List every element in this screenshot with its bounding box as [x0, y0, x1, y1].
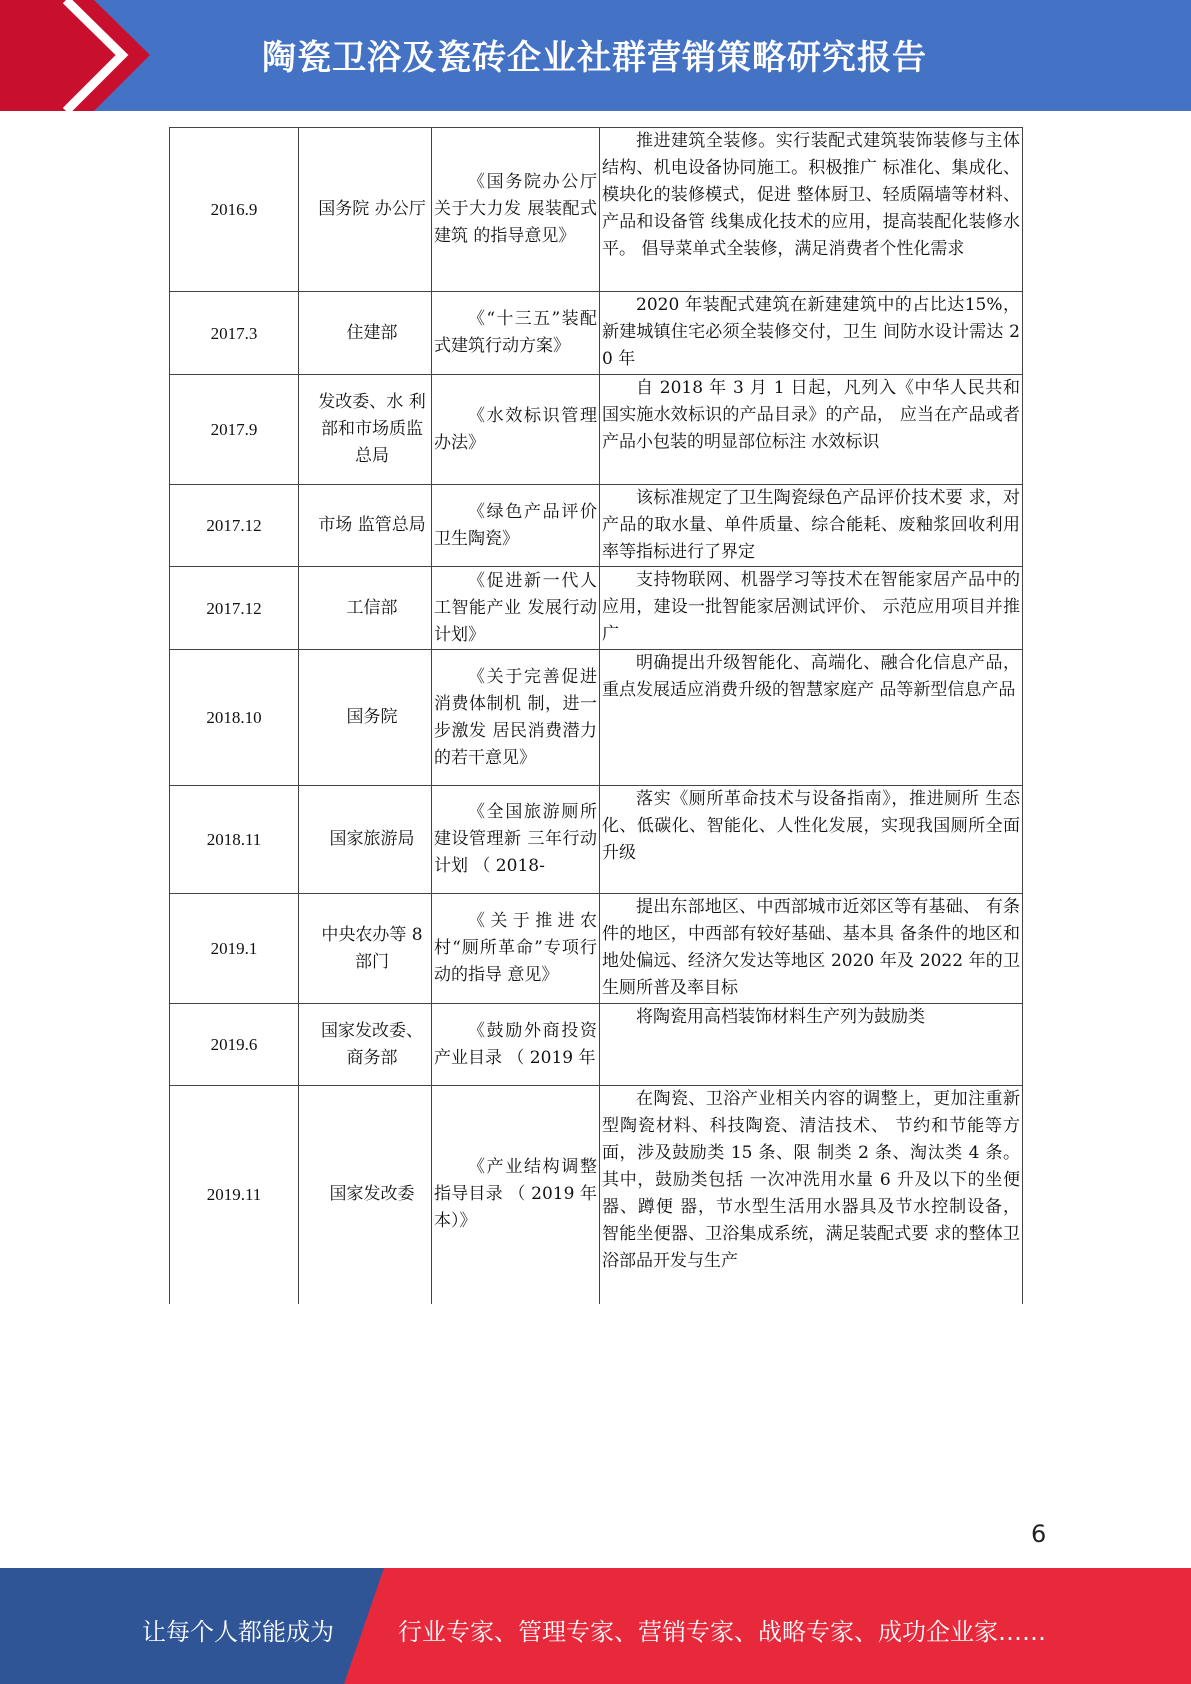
policy-issuer: 国家发改委: [299, 1086, 432, 1304]
policy-description: 推进建筑全装修。实行装配式建筑装饰装修与主体结构、机电设备协同施工。积极推广 标准化、集成化、模块化的装修模式，促进 整体厨卫、轻质隔墙等材料、产品和设备管 线集成化技术的应用，提高装配化装修水平。 倡导菜单式全装修，满足消费者个性化需求: [600, 128, 1023, 292]
policy-document: 《产业结构调整指导目录 （ 2019 年本）》: [432, 1086, 600, 1304]
footer-slogan-right: 行业专家、管理专家、营销专家、战略专家、成功企业家……: [398, 1618, 1046, 1646]
report-title: 陶瓷卫浴及瓷砖企业社群营销策略研究报告: [262, 38, 927, 78]
policy-date: 2016.9: [170, 128, 299, 292]
policy-description: 2020 年装配式建筑在新建建筑中的占比达15%，新建城镇住宅必须全装修交付，卫生 间防水设计需达 20 年: [600, 292, 1023, 375]
policy-document: 《水效标识管理办法》: [432, 375, 600, 485]
policy-date: 2018.10: [170, 650, 299, 786]
policy-document: 《全国旅游厕所建设管理新 三年行动计划 （ 2018-: [432, 786, 600, 894]
policy-description: 在陶瓷、卫浴产业相关内容的调整上，更加注重新型陶瓷材料、科技陶瓷、清洁技术、 节约和节能等方面，涉及鼓励类 15 条、限 制类 2 条、淘汰类 4 条。其中，鼓励类包括 一次冲洗用水量 6 升及以下的坐便器、蹲便 器，节水型生活用水器具及节水控制设备， 智能坐便器、卫浴集成系统，满足装配式要 求的整体卫浴部品开发与生产: [600, 1086, 1023, 1304]
policy-document: 《促进新一代人工智能产业 发展行动计划》: [432, 567, 600, 650]
policy-document: 《“十三五”装配 式建筑行动方案》: [432, 292, 600, 375]
policy-document: 《关于推进农村“厕所革命”专项行动的指导 意见》: [432, 894, 600, 1004]
policy-description: 提出东部地区、中西部城市近郊区等有基础、 有条件的地区，中西部有较好基础、基本具 备条件的地区和地处偏远、经济欠发达等地区 2020 年及 2022 年的卫生厕所普及率目标: [600, 894, 1023, 1004]
policy-table: [169, 127, 1023, 1304]
policy-date: 2019.11: [170, 1086, 299, 1304]
footer-slogan-left: 让每个人都能成为: [142, 1618, 334, 1646]
policy-issuer: 国务院 办公厅: [299, 128, 432, 292]
policy-description: 支持物联网、机器学习等技术在智能家居产品中的应用，建设一批智能家居测试评价、 示范应用项目并推广: [600, 567, 1023, 650]
table-row: [170, 786, 1023, 894]
policy-date: 2017.9: [170, 375, 299, 485]
policy-date: 2017.3: [170, 292, 299, 375]
policy-issuer: 住建部: [299, 292, 432, 375]
policy-date: 2019.1: [170, 894, 299, 1004]
table-row: [170, 1086, 1023, 1304]
table-row: [170, 485, 1023, 567]
policy-issuer: 发改委、水 利部和市场质监总局: [299, 375, 432, 485]
policy-issuer: 国务院: [299, 650, 432, 786]
policy-issuer: 市场 监管总局: [299, 485, 432, 567]
policy-description: 自 2018 年 3 月 1 日起，凡列入《中华人民共和国实施水效标识的产品目录》的产品， 应当在产品或者产品小包装的明显部位标注 水效标识: [600, 375, 1023, 485]
policy-date: 2017.12: [170, 485, 299, 567]
policy-document: 《关于完善促进消费体制机 制，进一步激发 居民消费潜力 的若干意见》: [432, 650, 600, 786]
table-row: [170, 567, 1023, 650]
table-row: [170, 128, 1023, 292]
policy-issuer: 中央农办等 8 部门: [299, 894, 432, 1004]
policy-issuer: 国家发改委、商务部: [299, 1004, 432, 1086]
policy-date: 2019.6: [170, 1004, 299, 1086]
policy-description: 该标准规定了卫生陶瓷绿色产品评价技术要 求，对产品的取水量、单件质量、综合能耗、废釉浆回收利用率等指标进行了界定: [600, 485, 1023, 567]
policy-issuer: 国家旅游局: [299, 786, 432, 894]
policy-description: 落实《厕所革命技术与设备指南》，推进厕所 生态化、低碳化、智能化、人性化发展，实现我国厕所全面升级: [600, 786, 1023, 894]
policy-description: 明确提出升级智能化、高端化、融合化信息产品，重点发展适应消费升级的智慧家庭产 品等新型信息产品: [600, 650, 1023, 786]
policy-document: 《绿色产品评价卫生陶瓷》: [432, 485, 600, 567]
policy-document: 《鼓励外商投资产业目录 （ 2019 年: [432, 1004, 600, 1086]
policy-date: 2018.11: [170, 786, 299, 894]
policy-document: 《国务院办公厅关于大力发 展装配式建筑 的指导意见》: [432, 128, 600, 292]
policy-issuer: 工信部: [299, 567, 432, 650]
page-number: 6: [1031, 1520, 1047, 1548]
table-row: [170, 292, 1023, 375]
table-row: [170, 1004, 1023, 1086]
header-arrow-decoration: [0, 0, 150, 111]
policy-description: 将陶瓷用高档装饰材料生产列为鼓励类: [600, 1004, 1023, 1086]
table-row: [170, 650, 1023, 786]
table-row: [170, 375, 1023, 485]
table-row: [170, 894, 1023, 1004]
policy-date: 2017.12: [170, 567, 299, 650]
